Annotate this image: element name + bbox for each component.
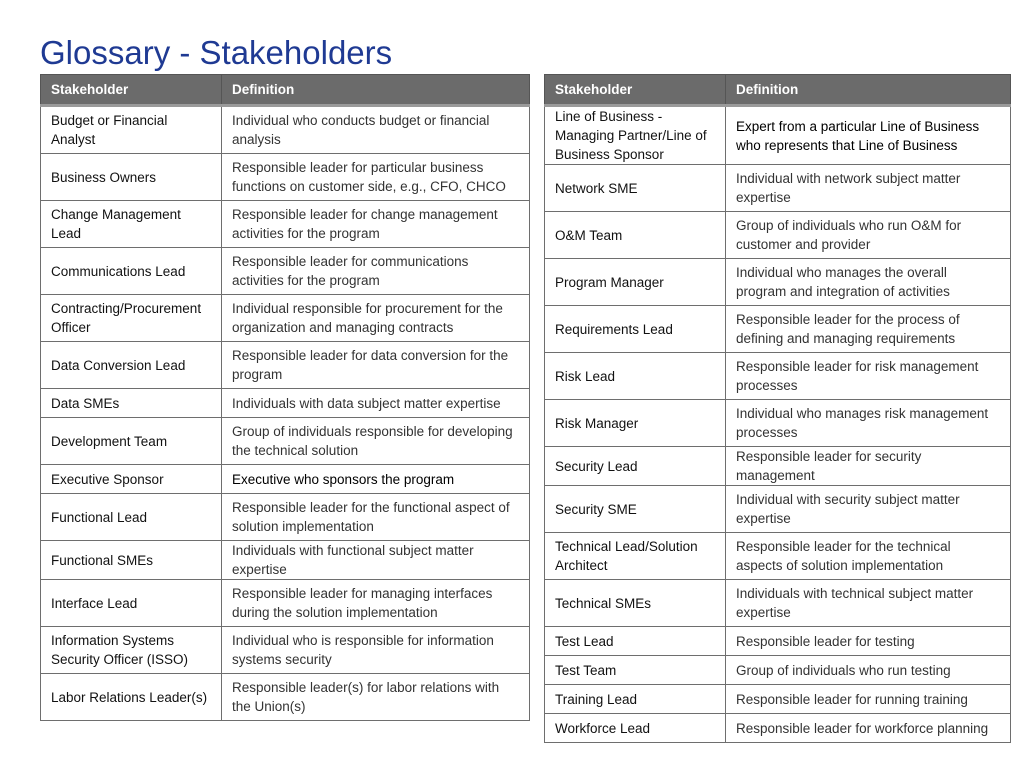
stakeholder-cell: Communications Lead bbox=[41, 248, 222, 295]
stakeholders-table-right bbox=[544, 74, 1011, 743]
table-row bbox=[545, 685, 1011, 714]
stakeholder-cell: Network SME bbox=[545, 165, 726, 212]
stakeholder-cell: Security Lead bbox=[545, 447, 726, 486]
table-row bbox=[545, 165, 1011, 212]
definition-cell: Group of individuals responsible for developing the technical solution bbox=[222, 418, 530, 465]
column-header-stakeholder: Stakeholder bbox=[41, 75, 222, 106]
definition-cell: Expert from a particular Line of Business who represents that Line of Business bbox=[726, 106, 1011, 165]
stakeholder-cell: Workforce Lead bbox=[545, 714, 726, 743]
stakeholder-cell: O&M Team bbox=[545, 212, 726, 259]
stakeholders-table-left bbox=[40, 74, 530, 721]
definition-cell: Responsible leader for particular business functions on customer side, e.g., CFO, CHCO bbox=[222, 154, 530, 201]
page-title: Glossary - Stakeholders bbox=[40, 34, 393, 71]
table-row bbox=[545, 533, 1011, 580]
stakeholder-cell: Development Team bbox=[41, 418, 222, 465]
stakeholder-cell: Risk Manager bbox=[545, 400, 726, 447]
stakeholder-cell: Change Management Lead bbox=[41, 201, 222, 248]
table-row bbox=[41, 201, 530, 248]
table-row bbox=[41, 627, 530, 674]
stakeholder-cell: Test Lead bbox=[545, 627, 726, 656]
table-row bbox=[41, 580, 530, 627]
column-header-definition: Definition bbox=[222, 75, 530, 106]
definition-cell: Individual who conducts budget or financial analysis bbox=[222, 106, 530, 154]
definition-cell: Individual who is responsible for information systems security bbox=[222, 627, 530, 674]
definition-cell: Individuals with data subject matter expertise bbox=[222, 389, 530, 418]
table-row bbox=[41, 418, 530, 465]
table-row bbox=[545, 627, 1011, 656]
table-row bbox=[41, 465, 530, 494]
table-row bbox=[545, 486, 1011, 533]
table-row bbox=[41, 674, 530, 721]
table-row bbox=[545, 212, 1011, 259]
stakeholder-cell: Labor Relations Leader(s) bbox=[41, 674, 222, 721]
stakeholder-cell: Test Team bbox=[545, 656, 726, 685]
definition-cell: Individuals with functional subject matter expertise bbox=[222, 541, 530, 580]
definition-cell: Responsible leader for running training bbox=[726, 685, 1011, 714]
table-row bbox=[545, 353, 1011, 400]
definition-cell: Responsible leader for workforce planning bbox=[726, 714, 1011, 743]
definition-cell: Responsible leader for risk management processes bbox=[726, 353, 1011, 400]
stakeholder-cell: Technical SMEs bbox=[545, 580, 726, 627]
definition-cell: Individual who manages the overall program and integration of activities bbox=[726, 259, 1011, 306]
table-header-row bbox=[41, 75, 530, 106]
definition-cell: Responsible leader for security management bbox=[726, 447, 1011, 486]
definition-cell: Group of individuals who run O&M for customer and provider bbox=[726, 212, 1011, 259]
definition-cell: Responsible leader(s) for labor relations with the Union(s) bbox=[222, 674, 530, 721]
table-row bbox=[41, 389, 530, 418]
definition-cell: Individual who manages risk management processes bbox=[726, 400, 1011, 447]
definition-cell: Individual with security subject matter expertise bbox=[726, 486, 1011, 533]
definition-cell: Responsible leader for managing interfaces during the solution implementation bbox=[222, 580, 530, 627]
definition-cell: Responsible leader for data conversion for the program bbox=[222, 342, 530, 389]
definition-cell: Individual responsible for procurement for the organization and managing contracts bbox=[222, 295, 530, 342]
table-row bbox=[545, 580, 1011, 627]
table-header-row bbox=[545, 75, 1011, 106]
stakeholder-cell: Functional Lead bbox=[41, 494, 222, 541]
table-row bbox=[41, 106, 530, 154]
definition-cell: Responsible leader for the process of defining and managing requirements bbox=[726, 306, 1011, 353]
stakeholder-cell: Technical Lead/Solution Architect bbox=[545, 533, 726, 580]
definition-cell: Individuals with technical subject matter expertise bbox=[726, 580, 1011, 627]
definition-cell: Responsible leader for the technical aspects of solution implementation bbox=[726, 533, 1011, 580]
table-row bbox=[41, 248, 530, 295]
table-row bbox=[41, 154, 530, 201]
definition-cell: Executive who sponsors the program bbox=[222, 465, 530, 494]
stakeholder-cell: Program Manager bbox=[545, 259, 726, 306]
column-header-definition: Definition bbox=[726, 75, 1011, 106]
stakeholder-cell: Interface Lead bbox=[41, 580, 222, 627]
table-row bbox=[41, 494, 530, 541]
table-row bbox=[545, 306, 1011, 353]
stakeholder-cell: Budget or Financial Analyst bbox=[41, 106, 222, 154]
stakeholder-cell: Data Conversion Lead bbox=[41, 342, 222, 389]
definition-cell: Responsible leader for change management activities for the program bbox=[222, 201, 530, 248]
table-row bbox=[41, 342, 530, 389]
definition-cell: Group of individuals who run testing bbox=[726, 656, 1011, 685]
table-row bbox=[545, 656, 1011, 685]
definition-cell: Responsible leader for communications activities for the program bbox=[222, 248, 530, 295]
definition-cell: Responsible leader for testing bbox=[726, 627, 1011, 656]
stakeholder-cell: Data SMEs bbox=[41, 389, 222, 418]
table-row bbox=[545, 447, 1011, 486]
stakeholder-cell: Business Owners bbox=[41, 154, 222, 201]
stakeholder-cell: Functional SMEs bbox=[41, 541, 222, 580]
stakeholder-cell: Risk Lead bbox=[545, 353, 726, 400]
stakeholder-cell: Line of Business - Managing Partner/Line of Business Sponsor bbox=[545, 106, 726, 165]
table-row bbox=[41, 541, 530, 580]
definition-cell: Responsible leader for the functional aspect of solution implementation bbox=[222, 494, 530, 541]
table-row bbox=[545, 106, 1011, 165]
stakeholder-cell: Executive Sponsor bbox=[41, 465, 222, 494]
stakeholder-cell: Information Systems Security Officer (ISSO) bbox=[41, 627, 222, 674]
definition-cell: Individual with network subject matter expertise bbox=[726, 165, 1011, 212]
stakeholder-cell: Contracting/Procurement Officer bbox=[41, 295, 222, 342]
table-row bbox=[545, 400, 1011, 447]
column-header-stakeholder: Stakeholder bbox=[545, 75, 726, 106]
stakeholder-cell: Security SME bbox=[545, 486, 726, 533]
table-row bbox=[545, 714, 1011, 743]
table-row bbox=[41, 295, 530, 342]
table-row bbox=[545, 259, 1011, 306]
stakeholder-cell: Requirements Lead bbox=[545, 306, 726, 353]
stakeholder-cell: Training Lead bbox=[545, 685, 726, 714]
